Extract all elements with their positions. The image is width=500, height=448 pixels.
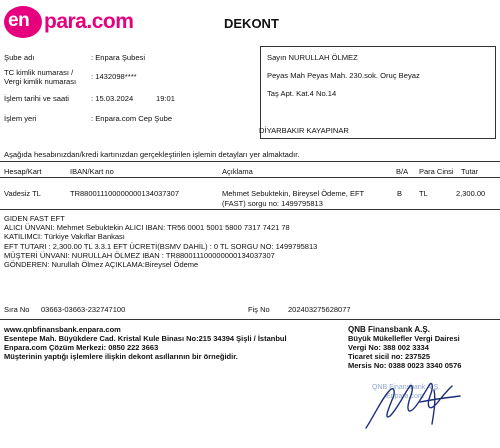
divider-row <box>0 209 500 210</box>
cell-iban: TR880011100000000134037307 <box>70 189 179 198</box>
cell-para: TL <box>419 189 428 198</box>
col-iban: IBAN/Kart no <box>70 167 114 176</box>
stamp-line-1: QNB Finansbank A.Ş. <box>372 384 441 391</box>
detail-line-4: EFT TUTARI : 2,300.00 TL 3.3.1 EFT ÜCRETİ(BSMV DAHİL) : 0 TL SORGU NO: 1499795813 <box>4 242 318 251</box>
sube-label: Şube adı <box>4 53 35 62</box>
fis-value: 202403275628077 <box>288 305 351 314</box>
tc-value: : 1432098**** <box>91 72 137 81</box>
col-hesap: Hesap/Kart <box>4 167 42 176</box>
recipient-address-1: Peyas Mah Peyas Mah. 230.sok. Oruç Beyaz <box>267 71 420 80</box>
document-title: DEKONT <box>224 16 279 31</box>
footer-tax-office: Büyük Mükellefler Vergi Dairesi <box>348 334 460 343</box>
cell-tutar: 2,300.00 <box>456 189 486 198</box>
recipient-address-2: Taş Apt. Kat.4 No.14 <box>267 89 337 98</box>
footer-tax-no: Vergi No: 388 002 3334 <box>348 343 429 352</box>
tarih-value: : 15.03.2024 <box>91 94 134 103</box>
logo-en-text: en <box>8 10 30 31</box>
recipient-city: DİYARBAKIR KAYAPINAR <box>259 126 349 135</box>
stamp-line-2: Enpara.com <box>386 393 424 400</box>
logo-circle <box>4 6 42 38</box>
cell-aciklama-2: (FAST) sorgu no: 1499795813 <box>222 199 323 208</box>
detail-line-3: KATILIMCI: Türkiye Vakıflar Bankası <box>4 232 125 241</box>
footer-note: Müşterinin yaptığı işlemlere ilişkin dekont asıllarının bir örneğidir. <box>4 352 238 361</box>
divider-header <box>0 177 500 178</box>
divider-footer <box>0 319 500 320</box>
col-tutar: Tutar <box>461 167 479 176</box>
col-aciklama: Açıklama <box>222 167 253 176</box>
col-ba: B/A <box>396 167 409 176</box>
tc-label-line2: Vergi kimlik numarası <box>4 77 77 86</box>
footer-company: QNB Finansbank A.Ş. <box>348 325 430 334</box>
detail-line-2: ALICI ÜNVANI: Mehmet Sebuktekin ALICI IBAN: TR56 0001 5001 5800 7317 7421 78 <box>4 223 290 232</box>
detail-line-5: MÜŞTERİ ÜNVANI: NURULLAH ÖLMEZ IBAN : TR880011100000000134037307 <box>4 251 275 260</box>
yer-value: : Enpara.com Cep Şube <box>91 114 173 123</box>
cell-aciklama-1: Mehmet Sebuktekin, Bireysel Ödeme, EFT <box>222 189 365 198</box>
footer-mersis: Mersis No: 0388 0023 3340 0576 <box>348 361 462 370</box>
sira-value: 03663-03663-232747100 <box>41 305 126 314</box>
saat-value: 19:01 <box>156 94 176 103</box>
detail-line-1: GIDEN FAST EFT <box>4 214 65 223</box>
footer-address: Esentepe Mah. Büyükdere Cad. Kristal Kule Binası No:215 34394 Şişli / İstanbul <box>4 334 287 343</box>
tc-label-line1: TC kimlik numarası / <box>4 68 74 77</box>
divider-top <box>0 161 500 162</box>
logo-para-text: para.com <box>44 10 134 33</box>
recipient-box <box>260 46 496 139</box>
footer-website: www.qnbfinansbank.enpara.com <box>4 325 121 334</box>
signature-icon <box>360 376 470 436</box>
tarih-label: İşlem tarihi ve saati <box>4 94 69 103</box>
recipient-name: Sayın NURULLAH ÖLMEZ <box>267 53 358 62</box>
cell-ba: B <box>397 189 403 198</box>
yer-label: İşlem yeri <box>4 114 37 123</box>
footer-registry: Ticaret sicil no: 237525 <box>348 352 430 361</box>
sube-value: : Enpara Şubesi <box>91 53 146 62</box>
detail-line-6: GÖNDEREN: Nurullah Ölmez AÇIKLAMA:Bireysel Ödeme <box>4 260 199 269</box>
sira-label: Sıra No <box>4 305 30 314</box>
fis-label: Fiş No <box>248 305 270 314</box>
col-para: Para Cinsi <box>419 167 454 176</box>
intro-text: Aşağıda hesabınızdan/kredi kartınızdan gerçekleştirilen işlemin detayları yer almaktadır. <box>4 150 300 159</box>
cell-hesap: Vadesiz TL <box>4 189 41 198</box>
footer-phone: Enpara.com Çözüm Merkezi: 0850 222 3663 <box>4 343 159 352</box>
enpara-logo <box>4 6 134 40</box>
